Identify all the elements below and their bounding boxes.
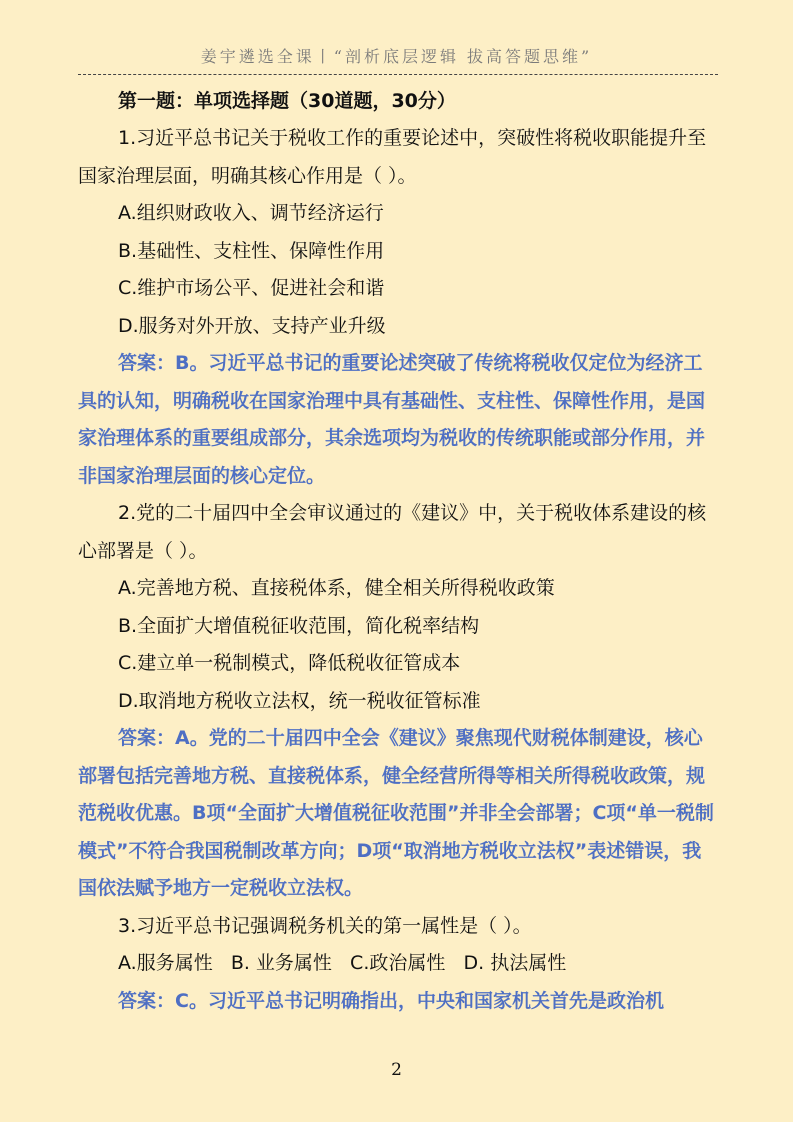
question-3-stem: 3.习近平总书记强调税务机关的第一属性是（ ）。 <box>118 914 532 937</box>
page-number: 2 <box>391 1060 402 1080</box>
header-divider <box>78 74 718 75</box>
question-1-option-d: D.服务对外开放、支持产业升级 <box>118 314 386 337</box>
section-title: 第一题：单项选择题（30道题，30分） <box>118 90 456 112</box>
question-2-option-b: B.全面扩大增值税征收范围，简化税率结构 <box>118 614 480 637</box>
question-1-answer: 答案：B。习近平总书记的重要论述突破了传统将税收仅定位为经济工具的认知，明确税收在国家治理中具有基础性、支柱性、保障性作用，是国家治理体系的重要组成部分，其余选项均为税收的传统职能或部分作用，并非国家治理层面的核心定位。 <box>78 352 706 487</box>
question-2-stem: 2.党的二十届四中全会审议通过的《建议》中，关于税收体系建设的核心部署是（ ）。 <box>78 502 707 562</box>
question-2-option-c: C.建立单一税制模式，降低税收征管成本 <box>118 652 461 674</box>
question-1-option-b: B.基础性、支柱性、保障性作用 <box>118 239 385 262</box>
page-header: 姜宇遴选全课丨“剖析底层逻辑 拔高答题思维” <box>200 47 593 66</box>
question-2-option-d: D.取消地方税收立法权，统一税收征管标准 <box>118 689 481 712</box>
question-2-answer: 答案：A。党的二十届四中全会《建议》聚焦现代财税体制建设，核心部署包括完善地方税、直接税体系，健全经营所得等相关所得税收政策，规范税收优惠。B项“全面扩大增值税征收范围”并非全会部署；C项“单一税制模式”不符合我国税制改革方向；D项“取消地方税收立法权”表述错误，我国依法赋予地方一定税收立法权。 <box>78 727 714 899</box>
document-body <box>78 82 720 1020</box>
question-2-option-a: A.完善地方税、直接税体系，健全相关所得税收政策 <box>118 577 555 599</box>
question-1-option-a: A.组织财政收入、调节经济运行 <box>118 202 384 224</box>
question-1-stem: 1.习近平总书记关于税收工作的重要论述中，突破性将税收职能提升至国家治理层面，明确其核心作用是（ ）。 <box>78 127 707 187</box>
question-3-options: A.服务属性 B. 业务属性 C.政治属性 D. 执法属性 <box>118 952 567 974</box>
question-3-answer: 答案：C。习近平总书记明确指出，中央和国家机关首先是政治机 <box>118 989 664 1012</box>
question-1-option-c: C.维护市场公平、促进社会和谐 <box>118 277 385 299</box>
